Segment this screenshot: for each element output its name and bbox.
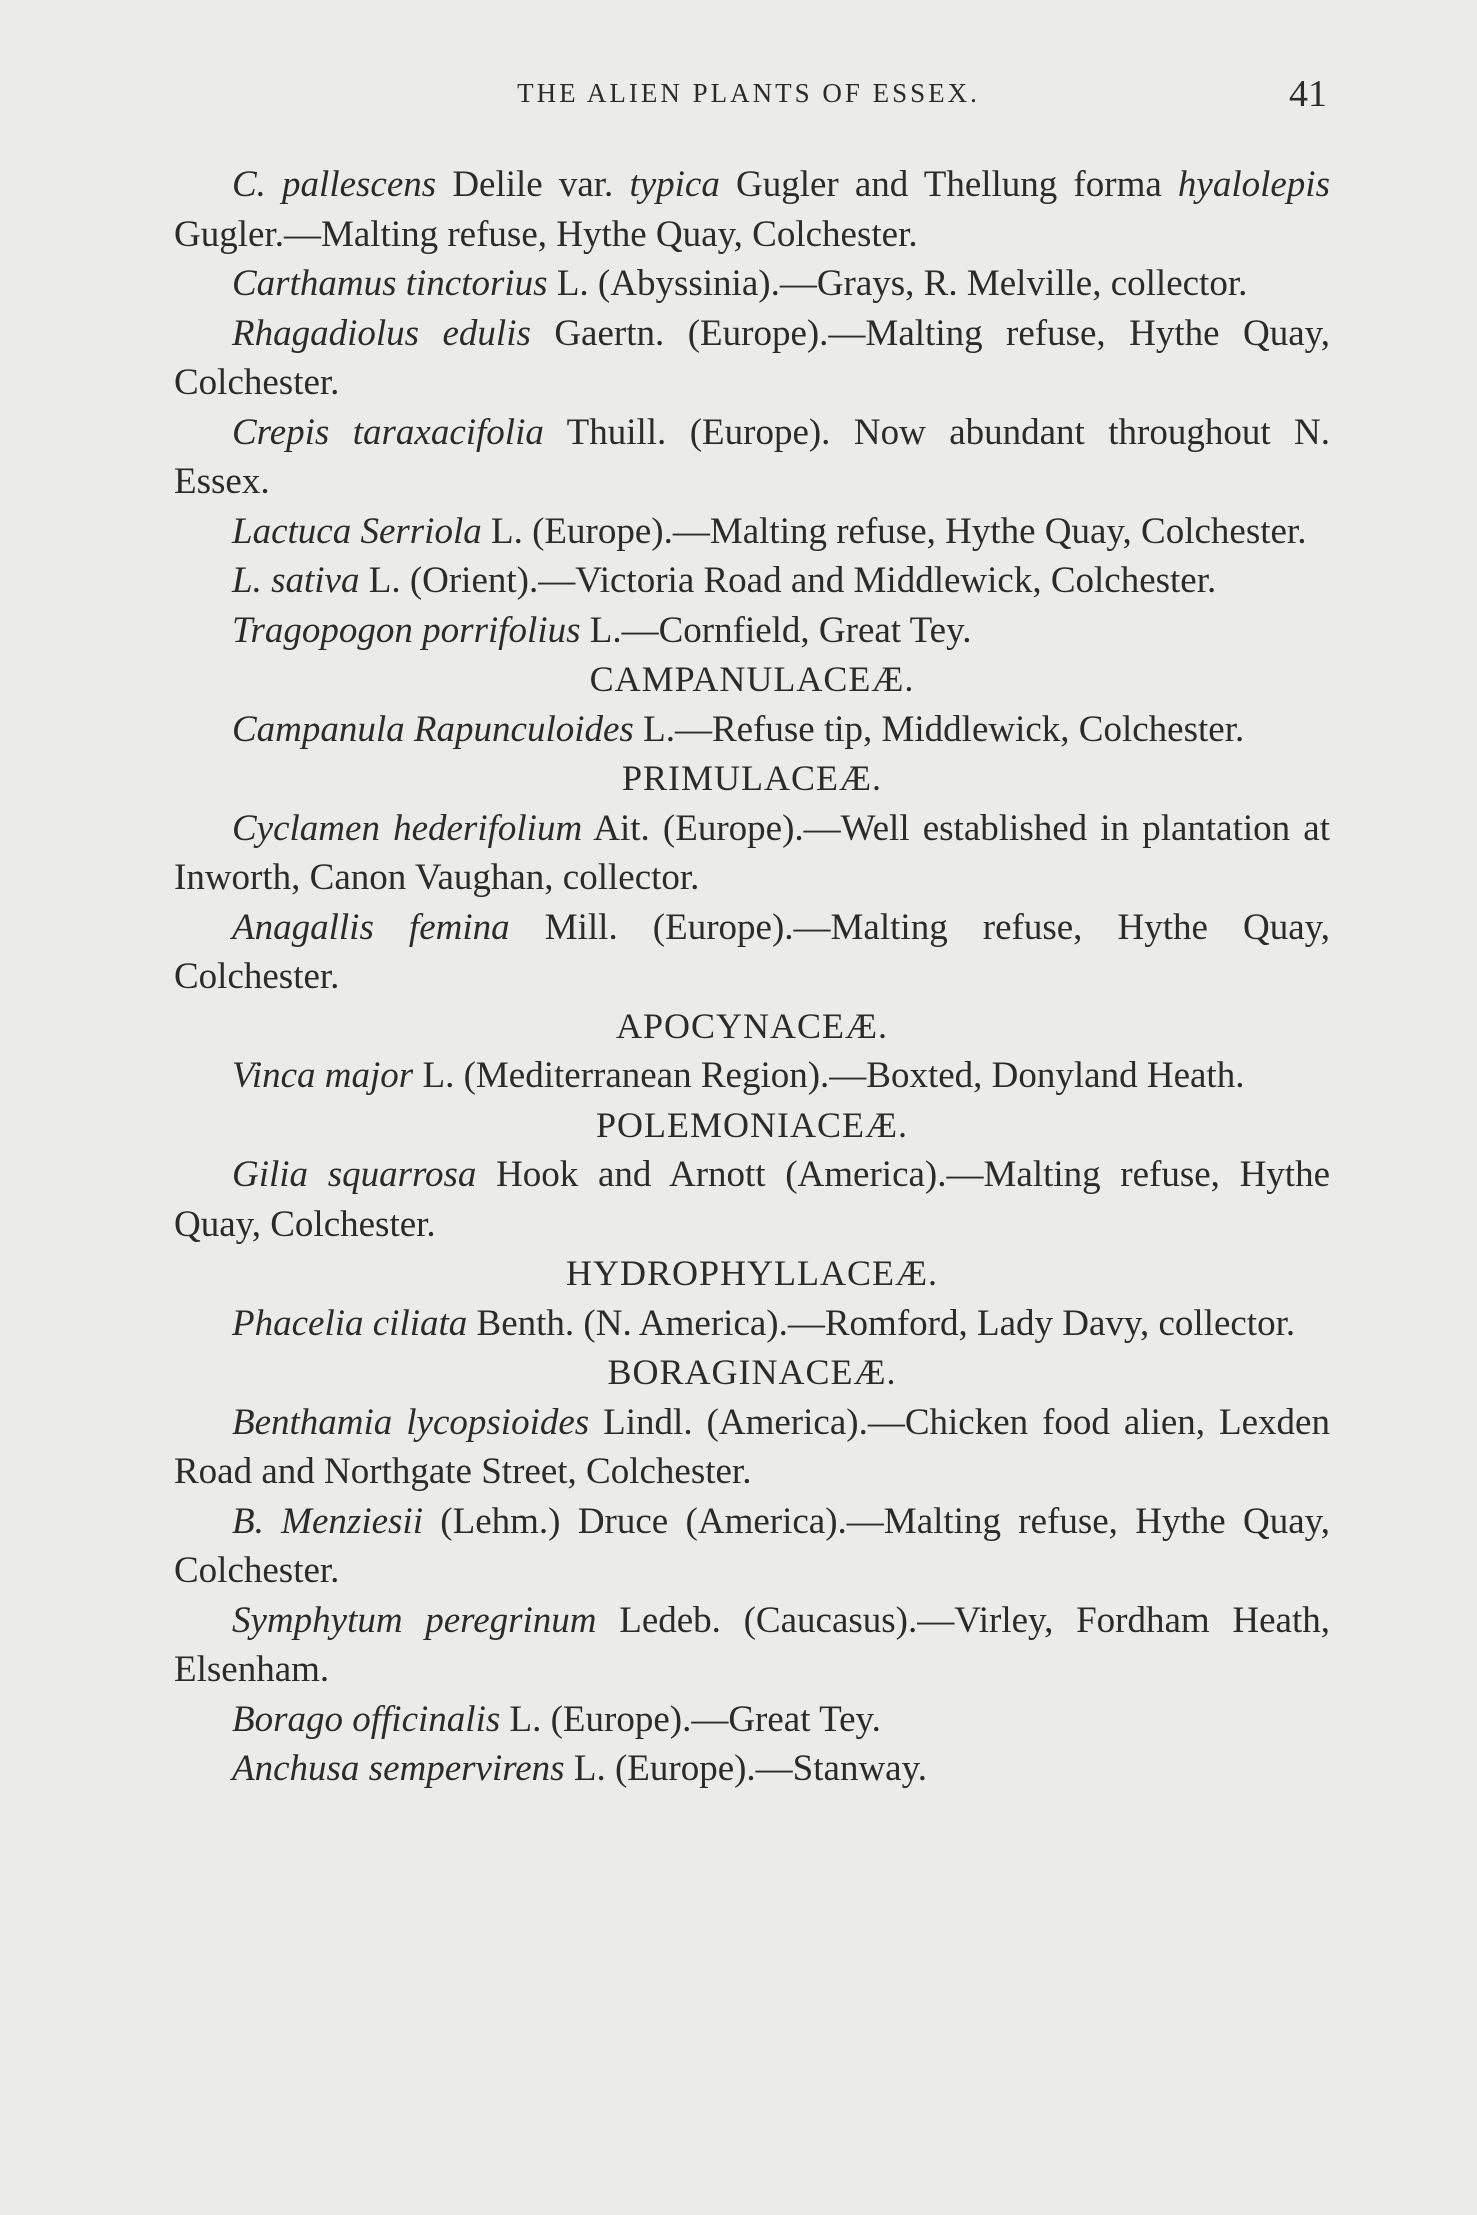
entry-text: (Lehm.) Druce (America).—Malting refuse, Hythe Quay, Colchester. — [174, 1500, 1330, 1591]
species-entry — [174, 1051, 1330, 1101]
species-name: Gilia squarrosa — [232, 1154, 477, 1195]
entry-text: Gaertn. (Europe).—Malting refuse, Hythe Quay, Colchester. — [174, 312, 1330, 403]
entry-text: Thuill. (Europe). Now abundant throughout N. Essex. — [174, 411, 1330, 502]
entry-text: L. (Mediterranean Region).—Boxted, Donyland Heath. — [413, 1055, 1245, 1096]
species-name: Benthamia lycopsioides — [232, 1401, 590, 1443]
family-heading: BORAGINACEÆ. — [607, 1352, 897, 1392]
species-name: typica — [629, 164, 720, 205]
species-name: hyalolepis — [1177, 164, 1330, 205]
species-entry — [174, 705, 1330, 755]
species-name: B. Menziesii — [232, 1500, 423, 1542]
entry-text: Benth. (N. America).—Romford, Lady Davy, collector. — [467, 1302, 1296, 1344]
running-title: THE ALIEN PLANTS OF ESSEX. — [517, 78, 980, 108]
family-heading: CAMPANULACEÆ. — [589, 659, 915, 699]
family-heading: POLEMONIACEÆ. — [595, 1104, 908, 1145]
species-entry — [174, 1695, 1330, 1745]
page-number: 41 — [1289, 73, 1327, 115]
entry-text: Lindl. (America).—Chicken food alien, Lexden Road and Northgate Street, Colchester. — [174, 1401, 1330, 1492]
species-name: Borago officinalis — [232, 1698, 501, 1740]
species-entry — [174, 606, 1330, 656]
species-entry — [174, 804, 1330, 903]
species-entry — [174, 1497, 1330, 1596]
family-heading: APOCYNACEÆ. — [615, 1005, 889, 1046]
entry-text: Ledeb. (Caucasus).—Virley, Fordham Heath, Elsenham. — [174, 1599, 1330, 1690]
species-name: C. pallescens — [232, 164, 437, 205]
entry-text: Hook and Arnott (America).—Malting refuse, Hythe Quay, Colchester. — [174, 1154, 1330, 1245]
page-header — [170, 72, 1327, 116]
species-entry — [174, 160, 1330, 259]
species-name: Tragopogon porrifolius — [232, 609, 581, 651]
family-heading: HYDROPHYLLACEÆ. — [565, 1253, 938, 1293]
entry-text: Ait. (Europe).—Well established in plantation at Inworth, Canon Vaughan, collector. — [174, 807, 1330, 898]
species-entry — [174, 309, 1330, 408]
species-entry — [174, 903, 1330, 1002]
entry-text: L. (Europe).—Malting refuse, Hythe Quay, Colchester. — [481, 510, 1307, 552]
species-name: Anagallis femina — [232, 906, 510, 948]
species-name: Cyclamen hederifolium — [232, 807, 583, 849]
species-name: Phacelia ciliata — [232, 1302, 468, 1344]
entry-text: Gugler and Thellung forma — [719, 164, 1178, 205]
species-name: L. sativa — [232, 560, 360, 601]
species-entry — [174, 556, 1330, 606]
species-name: Carthamus tinctorius — [232, 263, 548, 304]
species-name: Rhagadiolus edulis — [232, 312, 531, 354]
entry-text: L. (Europe).—Stanway. — [564, 1748, 927, 1789]
species-entry — [174, 1398, 1330, 1497]
species-name: Vinca major — [232, 1055, 414, 1096]
entry-text: L. (Europe).—Great Tey. — [500, 1698, 881, 1740]
species-name: Lactuca Serriola — [232, 510, 482, 552]
entry-text: L.—Cornfield, Great Tey. — [580, 609, 972, 651]
species-entry — [174, 1299, 1330, 1349]
species-entry — [174, 408, 1330, 507]
species-name: Campanula Rapunculoides — [232, 708, 634, 750]
entry-text: L. (Orient).—Victoria Road and Middlewick, Colchester. — [359, 560, 1217, 601]
entry-text: Mill. (Europe).—Malting refuse, Hythe Quay, Colchester. — [174, 906, 1331, 997]
family-heading: PRIMULACEÆ. — [621, 758, 883, 798]
entry-text: L.—Refuse tip, Middlewick, Colchester. — [633, 708, 1245, 750]
entry-text: Gugler.—Malting refuse, Hythe Quay, Colchester. — [174, 213, 918, 255]
page-body — [174, 160, 1330, 1794]
species-entry — [174, 507, 1330, 557]
species-name: Symphytum peregrinum — [232, 1599, 597, 1641]
entry-text: L. (Abyssinia).—Grays, R. Melville, collector. — [547, 263, 1248, 304]
species-entry — [174, 1744, 1330, 1794]
species-entry — [174, 1150, 1330, 1249]
species-name: Anchusa sempervirens — [232, 1748, 565, 1789]
species-name: Crepis taraxacifolia — [232, 411, 544, 453]
entry-text: Delile var. — [436, 164, 630, 205]
species-entry — [174, 259, 1330, 309]
species-entry — [174, 1596, 1330, 1695]
